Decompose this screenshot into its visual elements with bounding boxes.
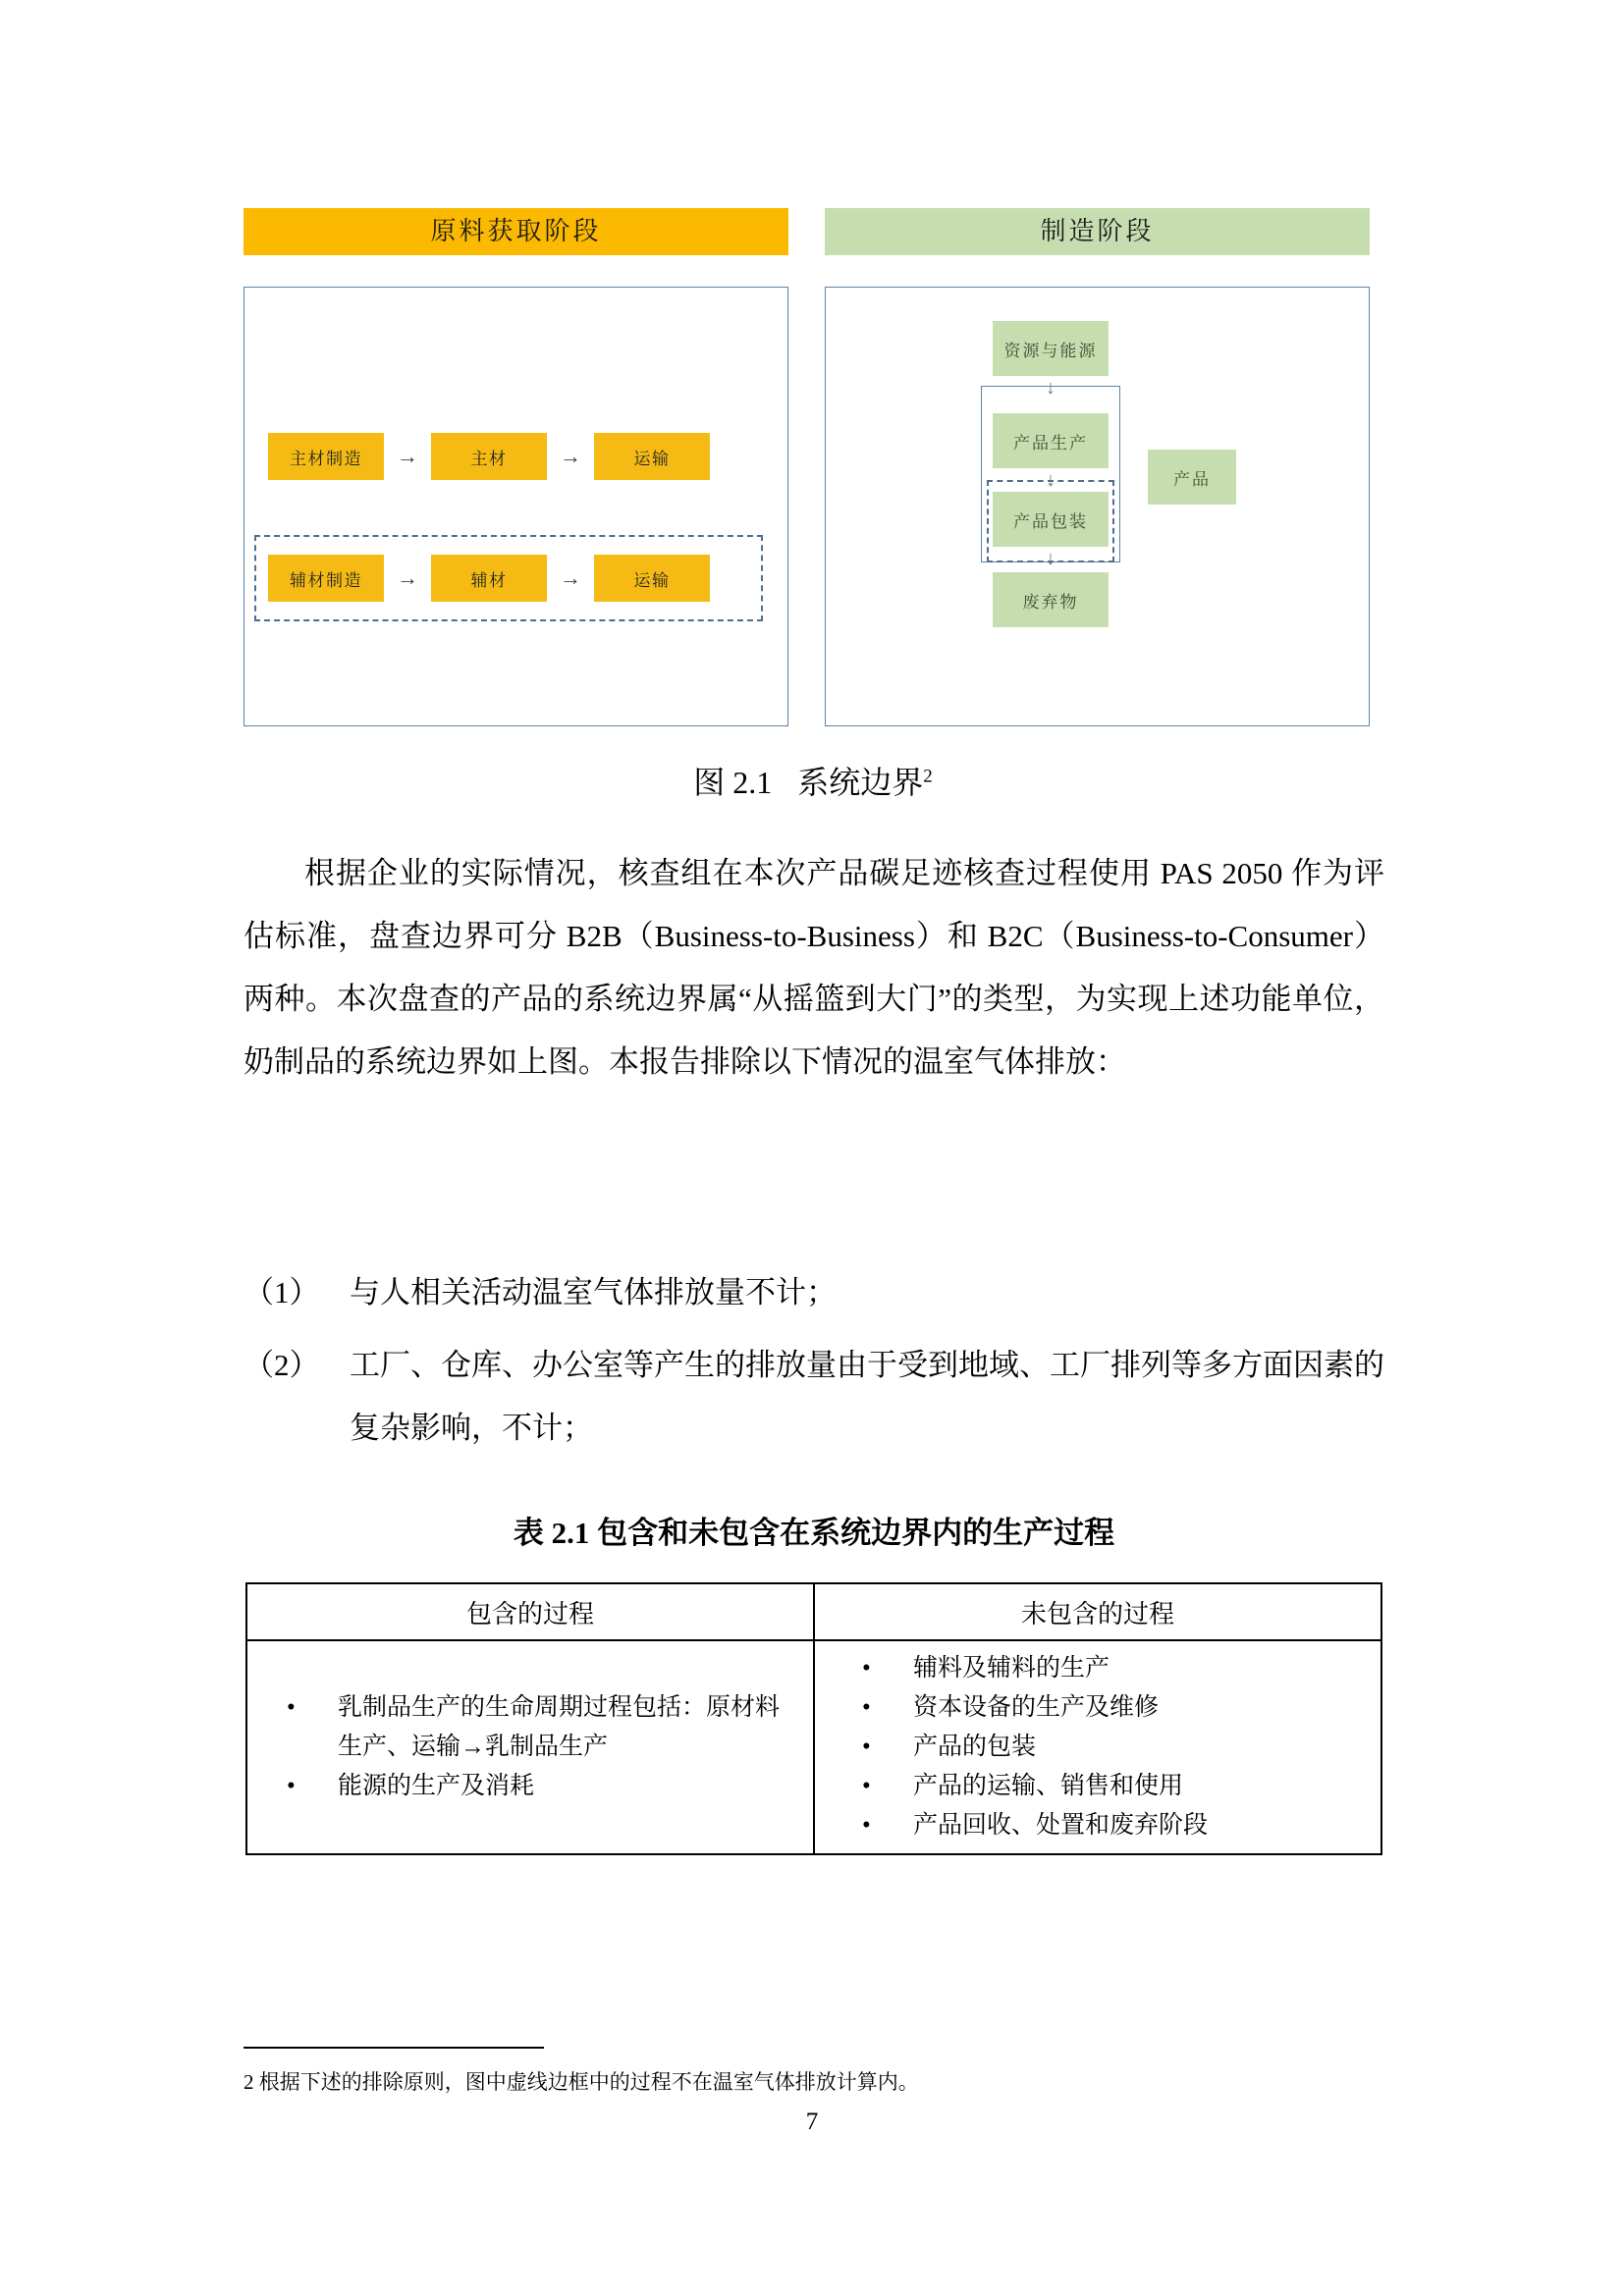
table-title: 表 2.1 包含和未包含在系统边界内的生产过程 bbox=[513, 1516, 1115, 1550]
stage-header-manufacturing: 制造阶段 bbox=[825, 208, 1370, 255]
list-item: • 辅料及辅料的生产 bbox=[862, 1649, 1363, 1688]
box-aux-material: 辅材 bbox=[431, 555, 547, 602]
list-item: • 资本设备的生产及维修 bbox=[862, 1688, 1363, 1728]
exclusion-list bbox=[244, 1261, 1384, 1469]
list-item-text: 与人相关活动温室气体排放量不计； bbox=[350, 1275, 837, 1309]
table-row bbox=[246, 1640, 1381, 1854]
system-boundary-figure bbox=[244, 208, 1382, 728]
arrow-right-icon: → bbox=[560, 565, 581, 590]
arrow-down-icon: ↓ bbox=[1046, 469, 1056, 491]
process-inclusion-table bbox=[245, 1582, 1382, 1855]
body-paragraph: 根据企业的实际情况，核查组在本次产品碳足迹核查过程使用 PAS 2050 作为评估标准，盘查边界可分 B2B（Business-to-Business）和 B2C（Business-to-Consumer）两种。本次盘查的产品的系统边界属“从摇篮到大门”的类型，为实现上述功能单位，奶制品的系统边界如上图。本报告排除以下情况的温室气体排放： bbox=[244, 856, 1384, 1079]
stage-body-raw-material bbox=[244, 287, 788, 726]
page-number: 7 bbox=[805, 2109, 819, 2135]
box-product: 产品 bbox=[1148, 450, 1236, 505]
stage-column-raw-material bbox=[244, 208, 788, 728]
figure-caption-footnote-ref: 2 bbox=[923, 766, 933, 787]
list-item: • 产品的运输、销售和使用 bbox=[862, 1767, 1363, 1806]
box-waste: 废弃物 bbox=[993, 572, 1109, 627]
list-item-marker: （1） bbox=[244, 1275, 320, 1309]
footnote-separator bbox=[244, 2047, 544, 2049]
box-main-material-manufacture: 主材制造 bbox=[268, 433, 384, 480]
table-header-excluded: 未包含的过程 bbox=[814, 1583, 1381, 1640]
list-item: • 能源的生产及消耗 bbox=[287, 1767, 795, 1806]
included-process-list bbox=[247, 1688, 813, 1806]
figure-caption-title: 系统边界 bbox=[797, 765, 924, 800]
arrow-down-icon: ↓ bbox=[1046, 548, 1056, 569]
box-product-packaging: 产品包装 bbox=[993, 492, 1109, 547]
figure-caption-label: 图 2.1 bbox=[693, 765, 773, 800]
box-transport-main: 运输 bbox=[594, 433, 710, 480]
box-transport-aux: 运输 bbox=[594, 555, 710, 602]
arrow-down-icon: ↓ bbox=[1046, 377, 1056, 399]
table-cell-excluded bbox=[814, 1640, 1381, 1854]
list-item-text: 工厂、仓库、办公室等产生的排放量由于受到地域、工厂排列等多方面因素的复杂影响，不计； bbox=[350, 1348, 1384, 1445]
box-resource-and-energy: 资源与能源 bbox=[993, 321, 1109, 376]
stage-body-manufacturing bbox=[825, 287, 1370, 726]
table-cell-included bbox=[246, 1640, 814, 1854]
box-aux-material-manufacture: 辅材制造 bbox=[268, 555, 384, 602]
arrow-right-icon: → bbox=[560, 444, 581, 468]
list-item: • 产品回收、处置和废弃阶段 bbox=[862, 1806, 1363, 1845]
excluded-process-list bbox=[815, 1649, 1380, 1845]
list-item bbox=[244, 1261, 1384, 1324]
footnote-text: 2 根据下述的排除原则，图中虚线边框中的过程不在温室气体排放计算内。 bbox=[244, 2070, 919, 2094]
arrow-right-icon: → bbox=[397, 565, 418, 590]
box-main-material: 主材 bbox=[431, 433, 547, 480]
list-item: • 产品的包装 bbox=[862, 1728, 1363, 1767]
flow-row-aux-material bbox=[268, 555, 710, 602]
figure-caption bbox=[244, 758, 1382, 803]
flow-row-main-material bbox=[268, 433, 710, 480]
stage-header-raw-material: 原料获取阶段 bbox=[244, 208, 788, 255]
box-product-production: 产品生产 bbox=[993, 413, 1109, 468]
table-header-included: 包含的过程 bbox=[246, 1583, 814, 1640]
list-item bbox=[244, 1334, 1384, 1460]
arrow-right-icon: → bbox=[397, 444, 418, 468]
stage-column-manufacturing bbox=[825, 208, 1370, 728]
list-item-marker: （2） bbox=[244, 1348, 320, 1382]
table-header-row bbox=[246, 1583, 1381, 1640]
list-item: • 乳制品生产的生命周期过程包括：原材料生产、运输→乳制品生产 bbox=[287, 1688, 795, 1767]
